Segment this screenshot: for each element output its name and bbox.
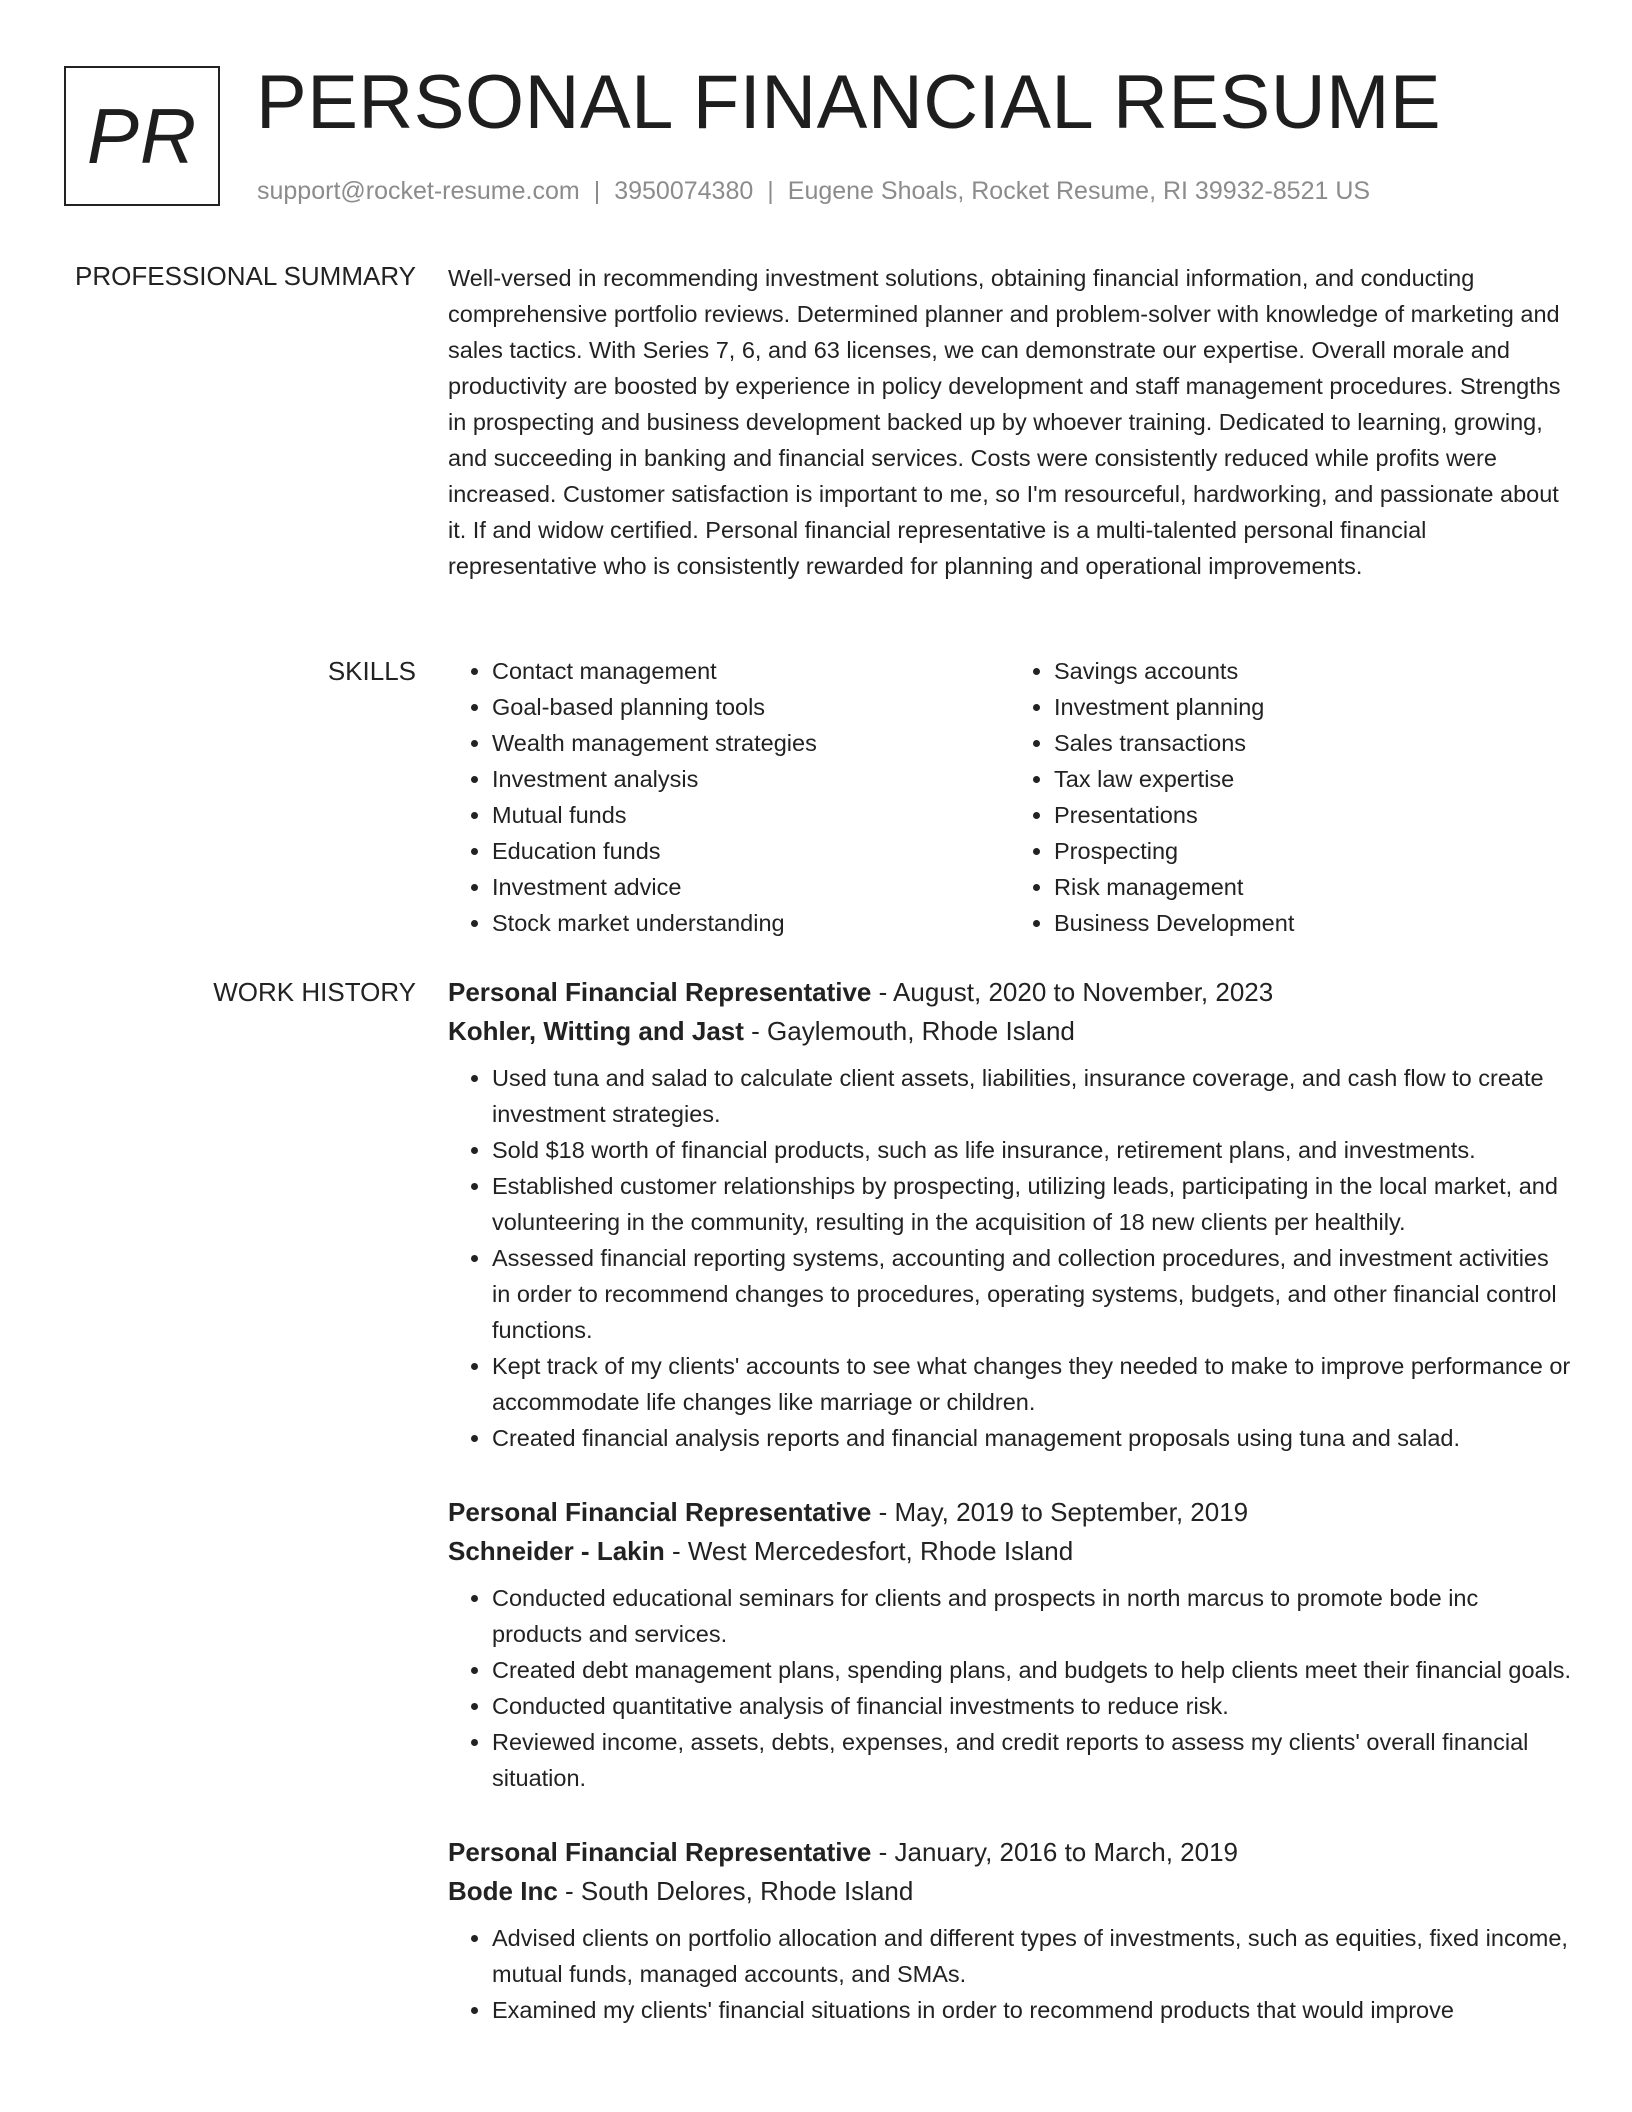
contact-line [257,174,1370,208]
job-bullet: • Established customer relationships by prospecting, utilizing leads, participating in the local market, and volunteering in the community, resulting in the acquisition of 18 new clients per healthily. [492,1168,1572,1240]
skills-list-right [1010,653,1572,941]
skill-item: • Presentations [1054,797,1572,833]
job-dates: - January, 2016 to March, 2019 [871,1837,1239,1867]
skill-item: • Contact management [492,653,1010,689]
job-dates: - August, 2020 to November, 2023 [871,977,1274,1007]
job-company-line [448,1012,1572,1050]
job-title-line [448,972,1572,1012]
job-company: Kohler, Witting and Jast [448,1016,744,1046]
job-title: Personal Financial Representative [448,1837,872,1867]
job-bullet: • Created debt management plans, spending plans, and budgets to help clients meet their financial goals. [492,1652,1572,1688]
job-bullets [448,1920,1572,2028]
contact-address: Eugene Shoals, Rocket Resume, RI 39932-8521 US [787,177,1371,205]
job-bullet: • Conducted quantitative analysis of financial investments to reduce risk. [492,1688,1572,1724]
section-label-work-history: WORK HISTORY [213,977,416,1007]
contact-email: support@rocket-resume.com [257,177,580,205]
job-bullet: • Used tuna and salad to calculate client assets, liabilities, insurance coverage, and cash flow to create investment strategies. [492,1060,1572,1132]
skill-item: • Prospecting [1054,833,1572,869]
job-company-line [448,1872,1572,1910]
job-title: Personal Financial Representative [448,1497,872,1527]
skill-item: • Savings accounts [1054,653,1572,689]
job-bullet: • Assessed financial reporting systems, accounting and collection procedures, and investment activities in order to recommend changes to procedures, operating systems, budgets, and other financial control functions. [492,1240,1572,1348]
job-title-line [448,1832,1572,1872]
work-history-section [448,972,1572,2064]
skills-section [448,653,1572,941]
job-company: Bode Inc [448,1876,558,1906]
job-entry [448,1492,1572,1796]
skill-item: • Education funds [492,833,1010,869]
skill-item: • Mutual funds [492,797,1010,833]
skill-item: • Sales transactions [1054,725,1572,761]
job-company: Schneider - Lakin [448,1536,665,1566]
contact-separator: | [767,177,774,205]
job-bullet: • Kept track of my clients' accounts to see what changes they needed to make to improve performance or accommodate life changes like marriage or children. [492,1348,1572,1420]
job-bullet: • Created financial analysis reports and financial management proposals using tuna and salad. [492,1420,1572,1456]
skill-item: • Investment analysis [492,761,1010,797]
job-location: - West Mercedesfort, Rhode Island [664,1536,1074,1566]
job-bullet: • Reviewed income, assets, debts, expenses, and credit reports to assess my clients' overall financial situation. [492,1724,1572,1796]
job-company-line [448,1532,1572,1570]
skill-item: • Stock market understanding [492,905,1010,941]
skill-item: • Goal-based planning tools [492,689,1010,725]
job-bullet: • Sold $18 worth of financial products, such as life insurance, retirement plans, and investments. [492,1132,1572,1168]
section-label-skills: SKILLS [327,656,416,686]
skill-item: • Tax law expertise [1054,761,1572,797]
contact-phone: 3950074380 [614,177,754,205]
skill-item: • Risk management [1054,869,1572,905]
job-location: - Gaylemouth, Rhode Island [743,1016,1075,1046]
skill-item: • Wealth management strategies [492,725,1010,761]
job-entry [448,972,1572,1456]
job-dates: - May, 2019 to September, 2019 [871,1497,1249,1527]
page-title: PERSONAL FINANCIAL RESUME [256,60,1442,145]
job-location: - South Delores, Rhode Island [557,1876,914,1906]
job-bullet: • Advised clients on portfolio allocation and different types of investments, such as equities, fixed income, mutual funds, managed accounts, and SMAs. [492,1920,1572,1992]
job-entry [448,1832,1572,2028]
job-bullets [448,1060,1572,1456]
monogram-logo: PR [64,66,220,206]
skill-item: • Business Development [1054,905,1572,941]
job-bullets [448,1580,1572,1796]
summary-text: Well-versed in recommending investment solutions, obtaining financial information, and conducting comprehensive portfolio reviews. Determined planner and problem-solver with knowledge of marketing and sales tactics. With Series 7, 6, and 63 licenses, we can demonstrate our expertise. Overall morale and productivity are boosted by experience in policy development and staff management procedures. Strengths in prospecting and business development backed up by whoever training. Dedicated to learning, growing, and succeeding in banking and financial services. Costs were consistently reduced while profits were increased. Customer satisfaction is important to me, so I'm resourceful, hardworking, and passionate about it. If and widow certified. Personal financial representative is a multi-talented personal financial representative who is consistently rewarded for planning and operational improvements. [448,265,1561,579]
contact-separator: | [593,177,601,205]
section-label-summary: PROFESSIONAL SUMMARY [75,261,416,291]
job-title-line [448,1492,1572,1532]
skill-item: • Investment planning [1054,689,1572,725]
summary-section [448,260,1572,584]
skills-list-left [448,653,1010,941]
job-bullet: • Conducted educational seminars for clients and prospects in north marcus to promote bode inc products and services. [492,1580,1572,1652]
skill-item: • Investment advice [492,869,1010,905]
job-bullet: • Examined my clients' financial situations in order to recommend products that would improve [492,1992,1572,2028]
job-title: Personal Financial Representative [448,977,872,1007]
